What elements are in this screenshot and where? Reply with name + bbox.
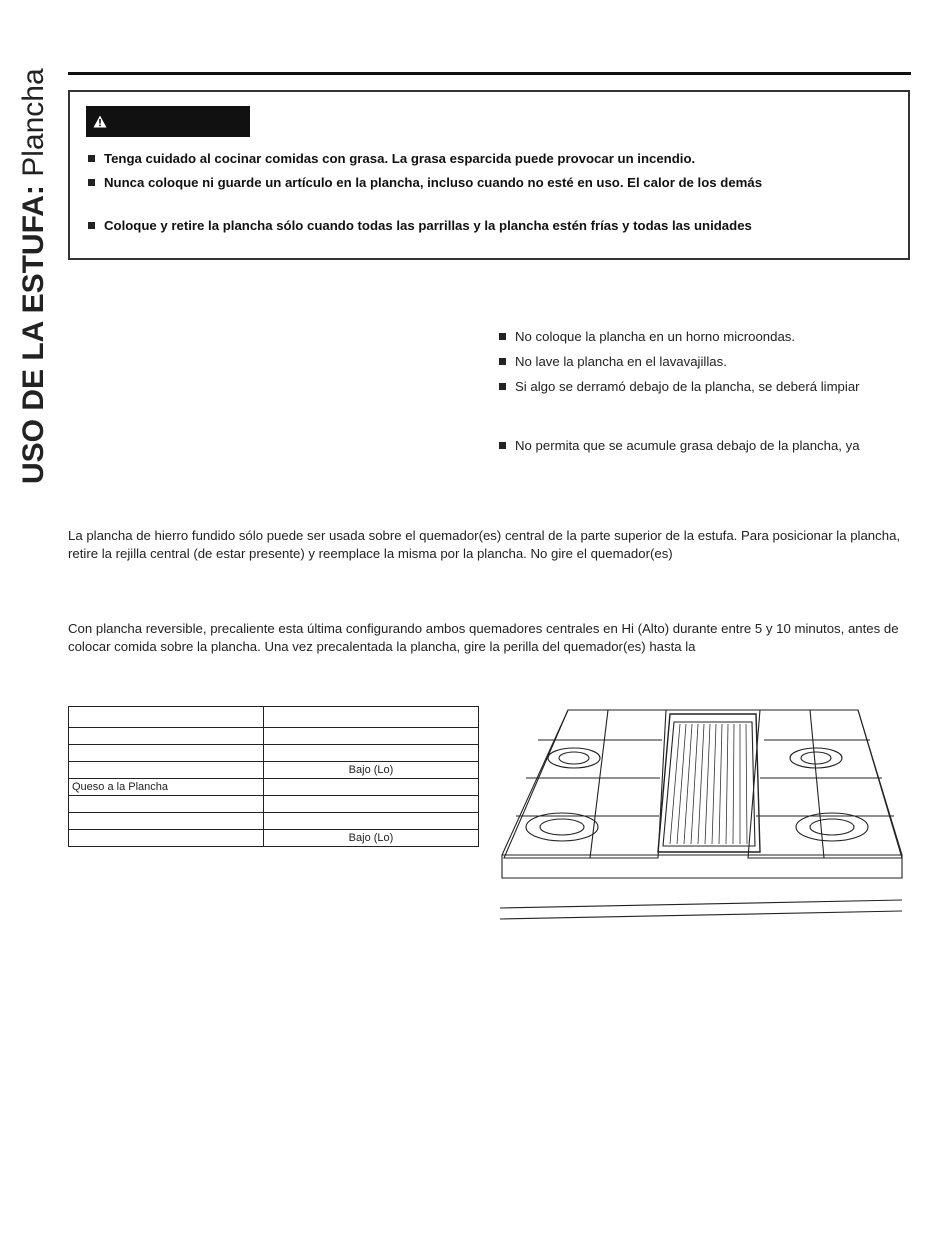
top-rule [68,72,911,75]
care-bullet: No permita que se acumule grasa debajo de la plancha, ya [499,438,860,453]
table-cell [69,745,264,762]
table-row [69,796,479,813]
table-cell [69,796,264,813]
table-row [69,830,479,847]
table-cell [264,796,479,813]
table-cell [69,762,264,779]
table-cell: Bajo (Lo) [264,762,479,779]
cooktop-griddle-illustration [498,700,908,925]
table-row [69,762,479,779]
griddle-cooking-table [68,706,479,847]
warning-item: Nunca coloque ni guarde un artículo en la plancha, incluso cuando no esté en uso. El calor de los demás [88,175,762,190]
table-row [69,707,479,728]
warning-triangle-icon [93,115,107,128]
care-bullet: No coloque la plancha en un horno microondas. [499,329,795,344]
table-cell: Bajo (Lo) [264,830,479,847]
table-row [69,745,479,762]
preheat-paragraph: Con plancha reversible, precaliente esta última configurando ambos quemadores centrales en Hi (Alto) durante entre 5 y 10 minutos, antes de colocar comida sobre la plancha. Una vez precalentada la plancha, gire la perilla del quemador(es) hasta la [68,621,899,654]
table-cell [264,707,479,728]
section-title-sub: Plancha [17,68,50,186]
table-cell [264,728,479,745]
table-cell: Queso a la Plancha [69,779,264,796]
care-bullet: Si algo se derramó debajo de la plancha, se deberá limpiar [499,379,860,394]
warning-box [68,90,910,260]
table-cell [69,830,264,847]
table-row [69,813,479,830]
warning-label [86,106,250,137]
care-bullet: No lave la plancha en el lavavajillas. [499,354,727,369]
table-row [69,779,479,796]
table-cell [69,707,264,728]
placement-paragraph: La plancha de hierro fundido sólo puede ser usada sobre el quemador(es) central de la parte superior de la estufa. Para posicionar la plancha, retire la rejilla central (de estar presente) y reemplace la misma por la plancha. No gire el quemador(es) [68,528,901,561]
table-cell [264,813,479,830]
table-cell [69,813,264,830]
table-row [69,728,479,745]
table-cell [264,745,479,762]
warning-item: Coloque y retire la plancha sólo cuando todas las parrillas y la plancha estén frías y todas las unidades [88,218,752,233]
warning-item: Tenga cuidado al cocinar comidas con grasa. La grasa esparcida puede provocar un incendio. [88,151,695,166]
table-cell [264,779,479,796]
section-title-main: USO DE LA ESTUFA: [17,185,50,484]
section-title [14,24,54,484]
table-cell [69,728,264,745]
